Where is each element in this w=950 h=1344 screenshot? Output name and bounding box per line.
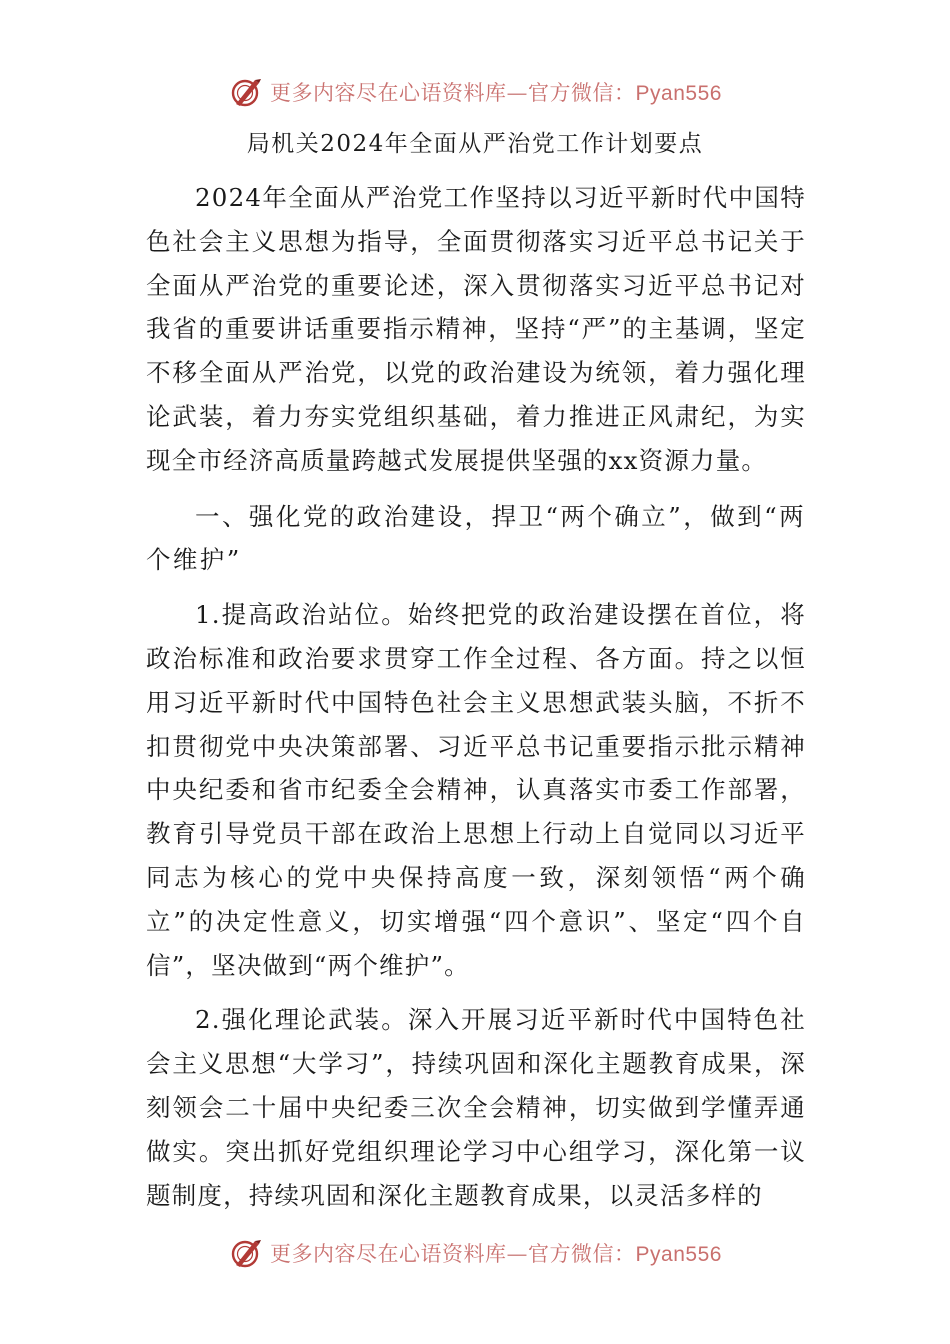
document-body [146, 176, 806, 1217]
pen-logo-icon [228, 1235, 264, 1271]
watermark-site-text: 更多内容尽在心语资料库 [270, 81, 507, 105]
watermark-wechat-id: Pyan556 [635, 1243, 722, 1266]
watermark-wechat-id: Pyan556 [635, 82, 722, 105]
watermark-footer [0, 1233, 950, 1273]
watermark-site-text: 更多内容尽在心语资料库 [270, 1242, 507, 1266]
intro-paragraph: 2024年全面从严治党工作坚持以习近平新时代中国特色社会主义思想为指导，全面贯彻落实习近平总书记关于全面从严治党的重要论述，深入贯彻落实习近平总书记对我省的重要讲话重要指示精神，坚持“严”的主基调，坚定不移全面从严治党，以党的政治建设为统领，着力强化理论武装，着力夯实党组织基础，着力推进正风肃纪，为实现全市经济高质量跨越式发展提供坚强的xx资源力量。 [146, 183, 806, 475]
watermark-wechat-label: 官方微信： [528, 81, 636, 105]
item-paragraph-2: 2.强化理论武装。深入开展习近平新时代中国特色社会主义思想“大学习”，持续巩固和深化主题教育成果，深刻领会二十届中央纪委三次全会精神，切实做到学懂弄通做实。突出抓好党组织理论学习中心组学习，深化第一议题制度，持续巩固和深化主题教育成果，以灵活多样的 [146, 1005, 806, 1210]
watermark-separator: — [506, 81, 529, 105]
item-paragraph-1: 1.提高政治站位。始终把党的政治建设摆在首位，将政治标准和政治要求贯穿工作全过程、各方面。持之以恒用习近平新时代中国特色社会主义思想武装头脑，不折不扣贯彻党中央决策部署、习近平总书记重要指示批示精神中央纪委和省市纪委全会精神，认真落实市委工作部署，教育引导党员干部在政治上思想上行动上自觉同以习近平同志为核心的党中央保持高度一致，深刻领悟“两个确立”的决定性意义，切实增强“四个意识”、坚定“四个自信”，坚决做到“两个维护”。 [146, 600, 806, 980]
watermark-text [270, 1238, 722, 1268]
section-heading-1: 一、强化党的政治建设，捍卫“两个确立”，做到“两个维护” [146, 501, 806, 575]
document-title: 局机关2024年全面从严治党工作计划要点 [246, 131, 704, 157]
watermark-wechat-label: 官方微信： [528, 1242, 636, 1266]
pen-logo-icon [228, 74, 264, 110]
watermark-separator: — [506, 1242, 529, 1266]
watermark-text [270, 77, 722, 107]
watermark-header [0, 72, 950, 112]
